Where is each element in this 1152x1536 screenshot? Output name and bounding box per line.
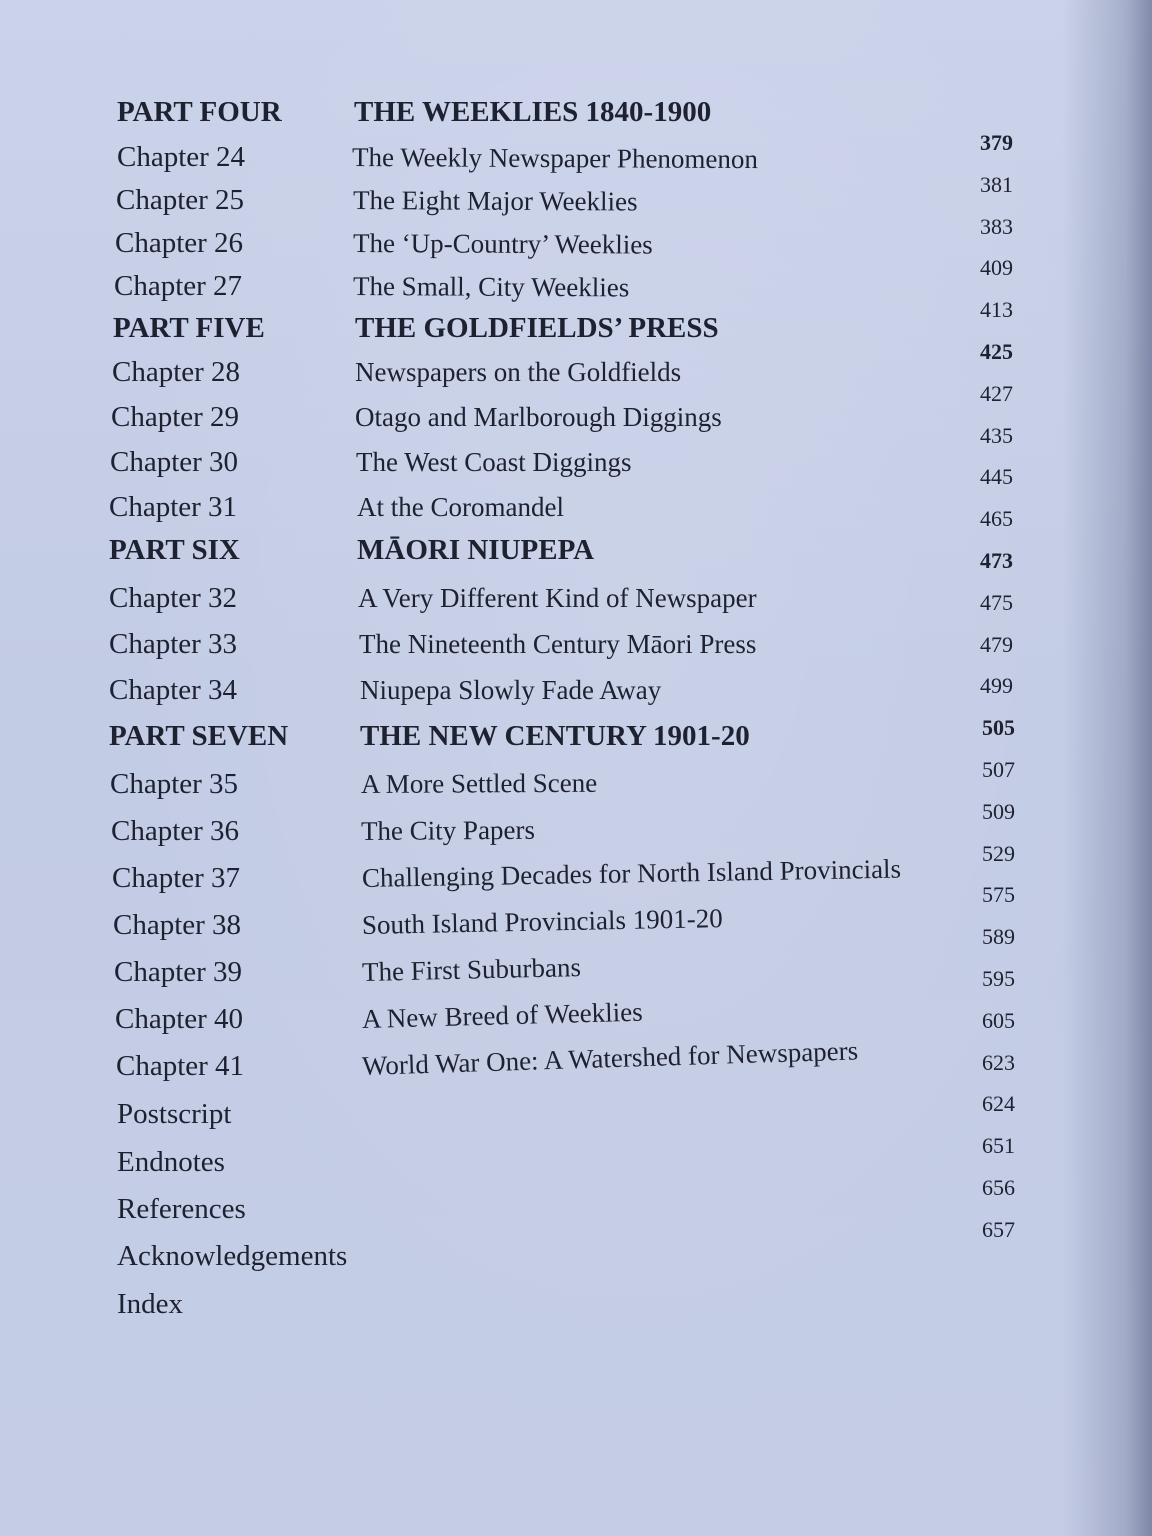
chapter-title: The City Papers [360, 814, 536, 846]
part-label: PART SEVEN [109, 720, 289, 752]
page-number: 383 [980, 213, 1013, 239]
chapter-label: Chapter 35 [110, 768, 239, 800]
chapter-title: South Island Provincials 1901-20 [361, 903, 723, 940]
chapter-label: Chapter 32 [109, 582, 238, 614]
chapter-label: Endnotes [117, 1146, 225, 1178]
chapter-title: The West Coast Diggings [356, 447, 632, 477]
chapter-title: The First Suburbans [361, 952, 582, 987]
chapter-label: Chapter 33 [109, 628, 238, 660]
page-number: 656 [982, 1175, 1015, 1200]
chapter-title: The Nineteenth Century Māori Press [359, 629, 757, 659]
page-number: 425 [980, 339, 1013, 364]
chapter-title: The Small, City Weeklies [352, 271, 630, 303]
chapter-title: Niupepa Slowly Fade Away [360, 675, 662, 705]
chapter-label: Index [117, 1288, 184, 1320]
chapter-title: A Very Different Kind of Newspaper [358, 583, 757, 613]
page-number: 651 [982, 1133, 1015, 1159]
page-number: 505 [982, 715, 1015, 741]
page-number: 475 [980, 589, 1013, 615]
chapter-title: At the Coromandel [357, 492, 564, 522]
chapter-label: Chapter 24 [117, 141, 246, 173]
page-number: 435 [980, 422, 1013, 448]
page-number: 605 [982, 1007, 1015, 1033]
chapter-label: Chapter 34 [109, 674, 238, 706]
chapter-title: World War One: A Watershed for Newspapers [361, 1035, 859, 1081]
page-number: 507 [982, 757, 1015, 782]
chapter-title: The ‘Up-Country’ Weeklies [352, 228, 653, 260]
part-title: MĀORI NIUPEPA [357, 534, 595, 566]
page-number: 499 [980, 673, 1013, 699]
chapter-title: A New Breed of Weeklies [361, 996, 644, 1034]
chapter-title: Otago and Marlborough Diggings [355, 402, 722, 432]
chapter-title: A More Settled Scene [360, 767, 598, 799]
chapter-label: Chapter 27 [114, 270, 243, 302]
page-number: 381 [980, 171, 1013, 197]
page-number: 427 [980, 380, 1013, 406]
chapter-title: The Weekly Newspaper Phenomenon [351, 142, 759, 175]
page-number: 529 [982, 840, 1015, 866]
part-label: PART SIX [109, 534, 240, 566]
chapter-title: The Eight Major Weeklies [352, 185, 638, 217]
chapter-label: Chapter 29 [111, 401, 240, 433]
chapter-label: Chapter 25 [116, 184, 245, 216]
chapter-label: Chapter 28 [112, 356, 241, 388]
chapter-label: Chapter 31 [109, 491, 238, 523]
page-number: 413 [980, 297, 1013, 323]
part-title: THE WEEKLIES 1840-1900 [354, 96, 712, 128]
chapter-label: Chapter 37 [112, 862, 241, 894]
chapter-label: Chapter 38 [113, 909, 242, 941]
page-number: 589 [982, 924, 1015, 950]
page-number: 409 [980, 255, 1013, 281]
page-number: 657 [982, 1216, 1015, 1242]
page-number: 509 [982, 798, 1015, 824]
page-number: 575 [982, 882, 1015, 908]
chapter-label: Chapter 39 [114, 956, 243, 988]
part-title: THE NEW CENTURY 1901-20 [360, 720, 750, 752]
page-number: 465 [980, 506, 1013, 532]
chapter-label: Acknowledgements [117, 1240, 348, 1272]
part-title: THE GOLDFIELDS’ PRESS [355, 312, 719, 344]
chapter-label: Chapter 41 [116, 1050, 245, 1082]
page-number: 479 [980, 631, 1013, 657]
chapter-label: Postscript [117, 1098, 232, 1130]
part-label: PART FIVE [113, 312, 265, 344]
chapter-title: Newspapers on the Goldfields [355, 357, 682, 387]
chapter-title: Challenging Decades for North Island Provincials [361, 853, 902, 893]
page-number: 473 [980, 548, 1013, 573]
chapter-label: Chapter 26 [115, 227, 244, 259]
part-label: PART FOUR [117, 96, 282, 128]
page-number: 379 [980, 130, 1013, 155]
page-number: 623 [982, 1049, 1015, 1075]
chapter-label: References [117, 1193, 246, 1225]
page-number: 624 [982, 1091, 1015, 1117]
chapter-label: Chapter 40 [115, 1003, 244, 1035]
chapter-label: Chapter 30 [110, 446, 239, 478]
page-number: 595 [982, 966, 1015, 991]
chapter-label: Chapter 36 [111, 815, 240, 847]
page-number: 445 [980, 464, 1013, 490]
